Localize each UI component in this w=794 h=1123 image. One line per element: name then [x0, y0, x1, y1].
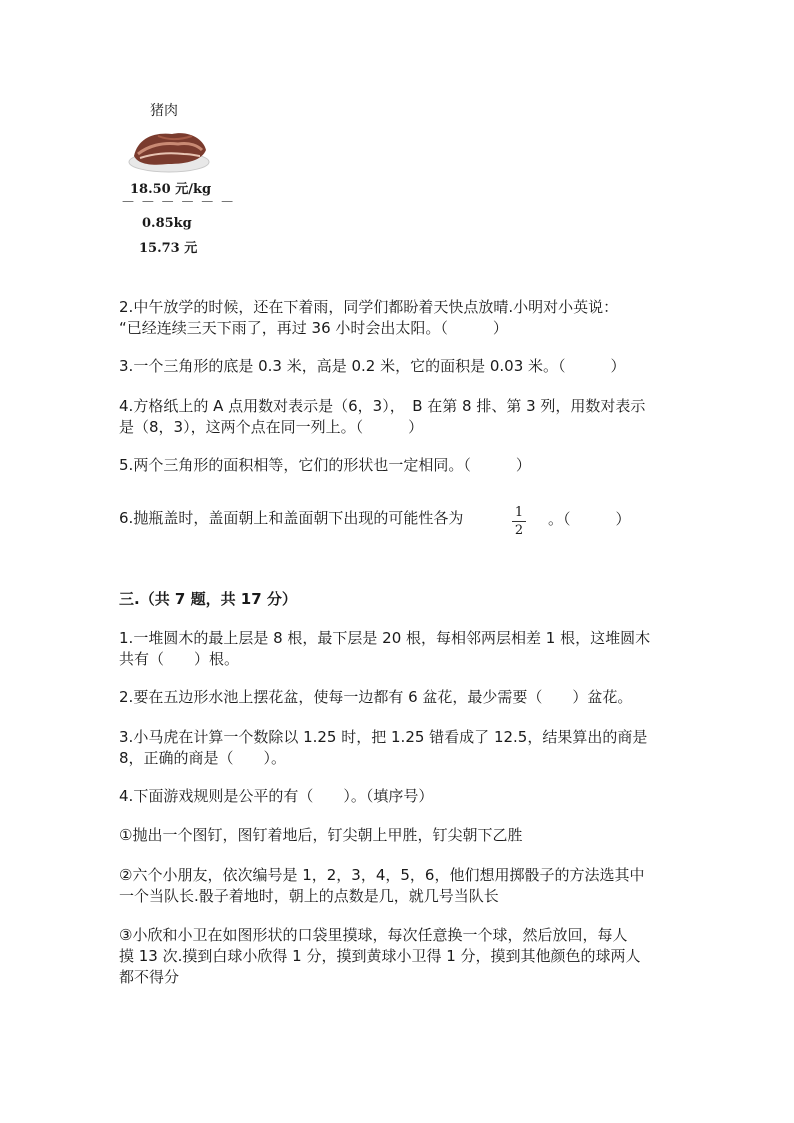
quantity: 0.85kg	[142, 216, 192, 231]
figure-label: 猪肉	[150, 103, 178, 119]
question-3-1: 1.一堆圆木的最上层是 8 根，最下层是 20 根，每相邻两层相差 1 根，这堆圆木 共有（ ）根。	[119, 629, 651, 668]
question-2-4: 4.方格纸上的 A 点用数对表示是（6，3）， B 在第 8 排、第 3 列，用数对表示 是（8，3），这两个点在同一列上。（ ）	[119, 397, 646, 436]
dashed-divider: — — — — — —	[122, 194, 236, 208]
fraction-one-half: 1 2	[512, 505, 526, 538]
question-2-3: 3.一个三角形的底是 0.3 米，高是 0.2 米，它的面积是 0.03 米。（ ）	[119, 357, 626, 375]
pork-image	[128, 126, 210, 174]
option-3: ③小欣和小卫在如图形状的口袋里摸球，每次任意换一个球，然后放回，每人 摸 13 次.摸到白球小欣得 1 分，摸到黄球小卫得 1 分，摸到其他颜色的球两人 都不得分	[119, 926, 641, 986]
question-3-4: 4.下面游戏规则是公平的有（ ）。（填序号）	[119, 787, 434, 805]
option-2: ②六个小朋友，依次编号是 1，2，3，4，5，6，他们想用掷骰子的方法选其中 一个当队长.骰子着地时，朝上的点数是几，就几号当队长	[119, 866, 645, 905]
unit-price: 18.50 元/kg	[130, 182, 212, 197]
question-2-5: 5.两个三角形的面积相等，它们的形状也一定相同。（ ）	[119, 456, 531, 474]
question-2-2: 2.中午放学的时候，还在下着雨，同学们都盼着天快点放晴.小明对小英说： “已经连续三天下雨了，再过 36 小时会出太阳。（ ）	[119, 298, 619, 337]
total-price: 15.73 元	[139, 241, 198, 256]
question-3-2: 2.要在五边形水池上摆花盆，使每一边都有 6 盆花，最少需要（ ）盆花。	[119, 688, 633, 706]
question-2-6: 6.抛瓶盖时，盖面朝上和盖面朝下出现的可能性各为	[119, 509, 464, 527]
section-3-title: 三.（共 7 题，共 17 分）	[119, 590, 297, 608]
question-2-6-answer: 。（ ）	[548, 510, 631, 528]
question-3-3: 3.小马虎在计算一个数除以 1.25 时，把 1.25 错看成了 12.5，结果算出的商是 8，正确的商是（ ）。	[119, 728, 648, 767]
option-1: ①抛出一个图钉，图钉着地后，钉尖朝上甲胜，钉尖朝下乙胜	[119, 826, 523, 844]
